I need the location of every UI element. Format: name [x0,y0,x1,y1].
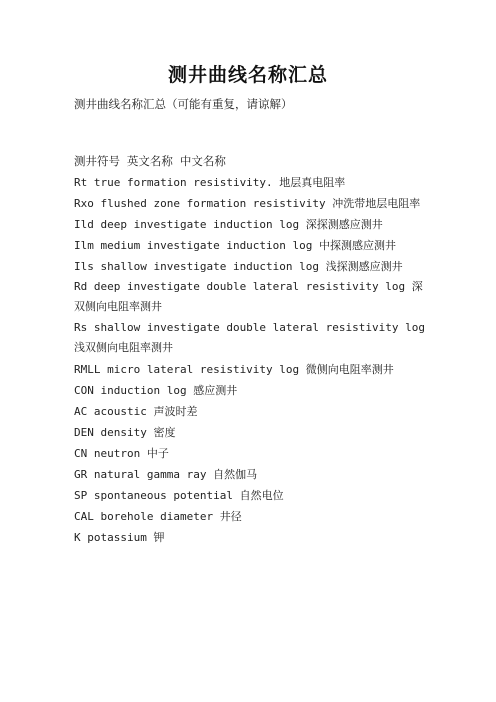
list-item: SP spontaneous potential 自然电位 [74,489,284,502]
list-item: K potassium 钾 [74,531,165,544]
table-header: 测井符号 英文名称 中文名称 [74,154,226,168]
document-subtitle: 测井曲线名称汇总（可能有重复，请谅解） [74,97,293,111]
list-item: Rt true formation resistivity. 地层真电阻率 [74,176,346,189]
document-title: 测井曲线名称汇总 [167,64,328,86]
list-item: Rxo flushed zone formation resistivity 冲洗带地层电阻率 [74,197,421,210]
list-item: CON induction log 感应测井 [74,384,238,397]
list-item: Rs shallow investigate double lateral resistivity log 浅双侧向电阻率测井 [74,321,425,354]
list-item: CN neutron 中子 [74,447,169,460]
list-item: Ils shallow investigate induction log 浅探测感应测井 [74,260,403,273]
list-item: DEN density 密度 [74,426,176,439]
list-item: RMLL micro lateral resistivity log 微侧向电阻率测井 [74,363,394,376]
list-item: Rd deep investigate double lateral resistivity log 深双侧向电阻率测井 [74,280,423,313]
document-body [74,150,426,548]
list-item: AC acoustic 声波时差 [74,405,198,418]
list-item: Ild deep investigate induction log 深探测感应测井 [74,218,383,231]
list-item: Ilm medium investigate induction log 中探测感应测井 [74,239,397,252]
list-item: CAL borehole diameter 井径 [74,510,242,523]
list-item: GR natural gamma ray 自然伽马 [74,468,258,481]
